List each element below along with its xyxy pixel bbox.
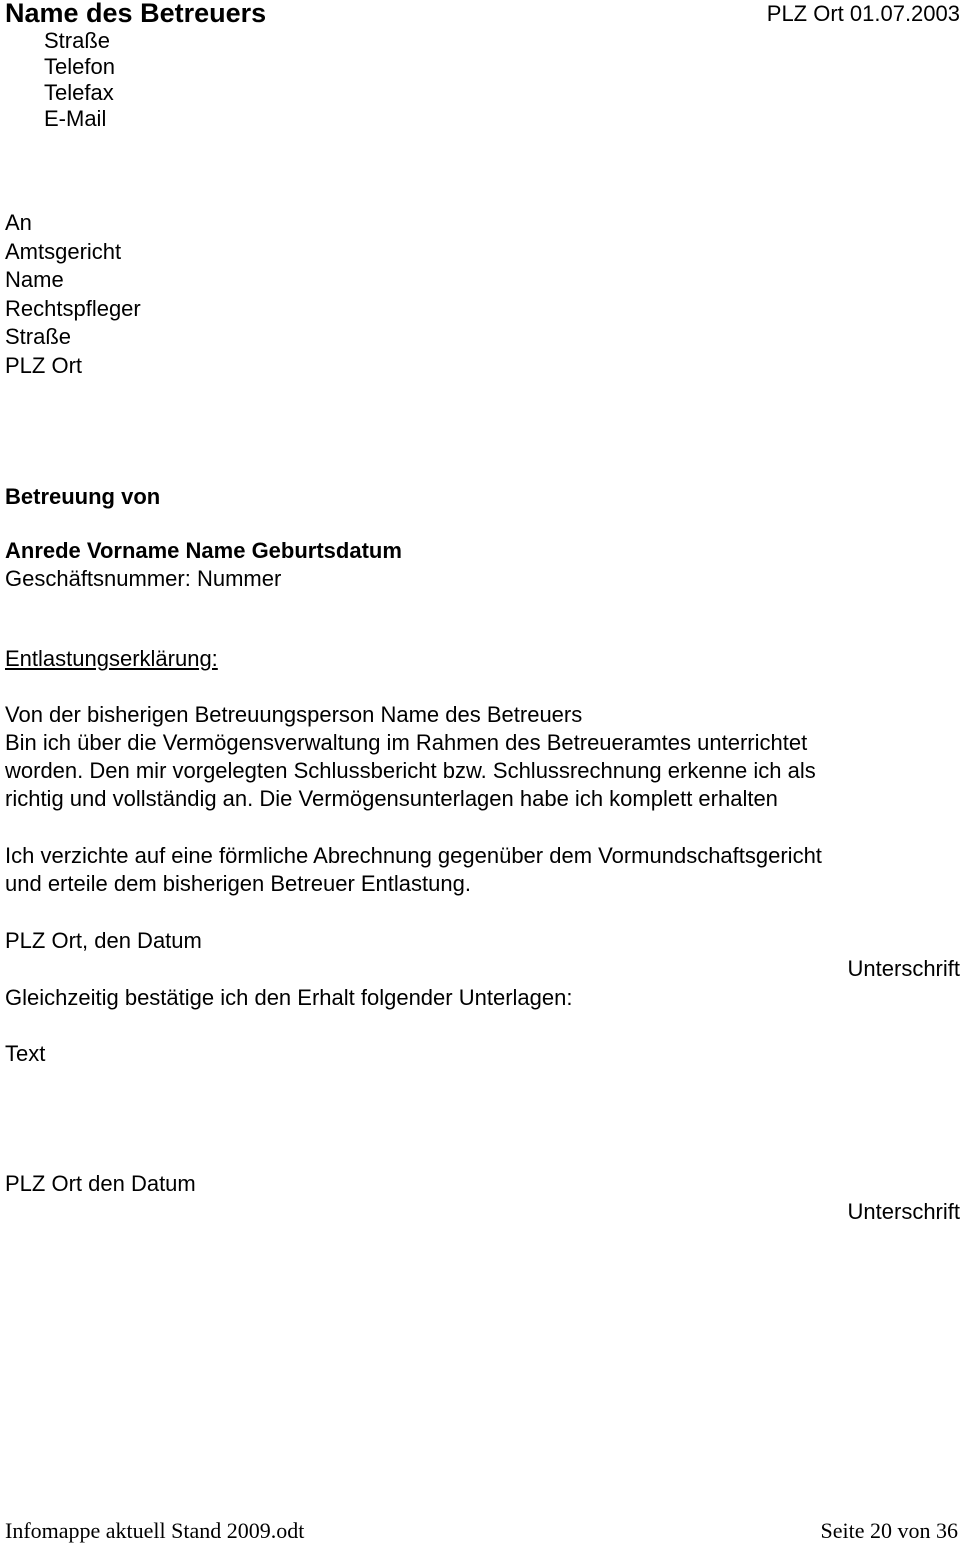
signature-label-1: Unterschrift (847, 956, 960, 981)
paragraph-line: worden. Den mir vorgelegten Schlussbericht bzw. Schlussrechnung erkenne ich als (5, 758, 816, 783)
documents-text: Text (5, 1041, 46, 1066)
sender-email: E-Mail (44, 106, 107, 131)
paragraph-line: und erteile dem bisherigen Betreuer Entlastung. (5, 871, 471, 896)
recipient-line: Amtsgericht (5, 238, 122, 264)
case-number: Geschäftsnummer: Nummer (5, 566, 282, 591)
paragraph-line: Von der bisherigen Betreuungsperson Name des Betreuers (5, 702, 583, 727)
place-date-1: PLZ Ort, den Datum (5, 928, 202, 953)
declaration-heading: Entlastungserklärung: (5, 646, 218, 671)
sender-phone: Telefon (44, 54, 115, 79)
subject-title: Betreuung von (5, 484, 161, 509)
sender-name: Name des Betreuers (5, 0, 267, 28)
receipt-statement: Gleichzeitig bestätige ich den Erhalt folgender Unterlagen: (5, 985, 573, 1010)
place-date-2: PLZ Ort den Datum (5, 1171, 196, 1196)
signature-label-2: Unterschrift (847, 1199, 960, 1224)
recipient-line: Rechtspfleger (5, 295, 141, 321)
recipient-line: Name (5, 267, 64, 292)
footer-page-info: Seite 20 von 36 (820, 1518, 958, 1543)
declaration-paragraph-2 (5, 842, 960, 898)
sender-address (44, 28, 115, 132)
place-date-header: PLZ Ort 01.07.2003 (766, 1, 960, 26)
paragraph-line: Bin ich über die Vermögensverwaltung im Rahmen des Betreueramtes unterrichtet (5, 730, 808, 755)
sender-fax: Telefax (44, 80, 114, 105)
paragraph-line: richtig und vollständig an. Die Vermögensunterlagen habe ich komplett erhalten (5, 786, 778, 811)
sender-street: Straße (44, 28, 111, 53)
subject-person: Anrede Vorname Name Geburtsdatum (5, 538, 402, 563)
recipient-address (5, 209, 141, 380)
recipient-line: PLZ Ort (5, 352, 83, 378)
declaration-paragraph-1 (5, 701, 960, 813)
recipient-line: Straße (5, 324, 72, 349)
footer-document-name: Infomappe aktuell Stand 2009.odt (5, 1518, 305, 1543)
recipient-line: An (5, 210, 32, 235)
paragraph-line: Ich verzichte auf eine förmliche Abrechnung gegenüber dem Vormundschaftsgericht (5, 843, 822, 868)
